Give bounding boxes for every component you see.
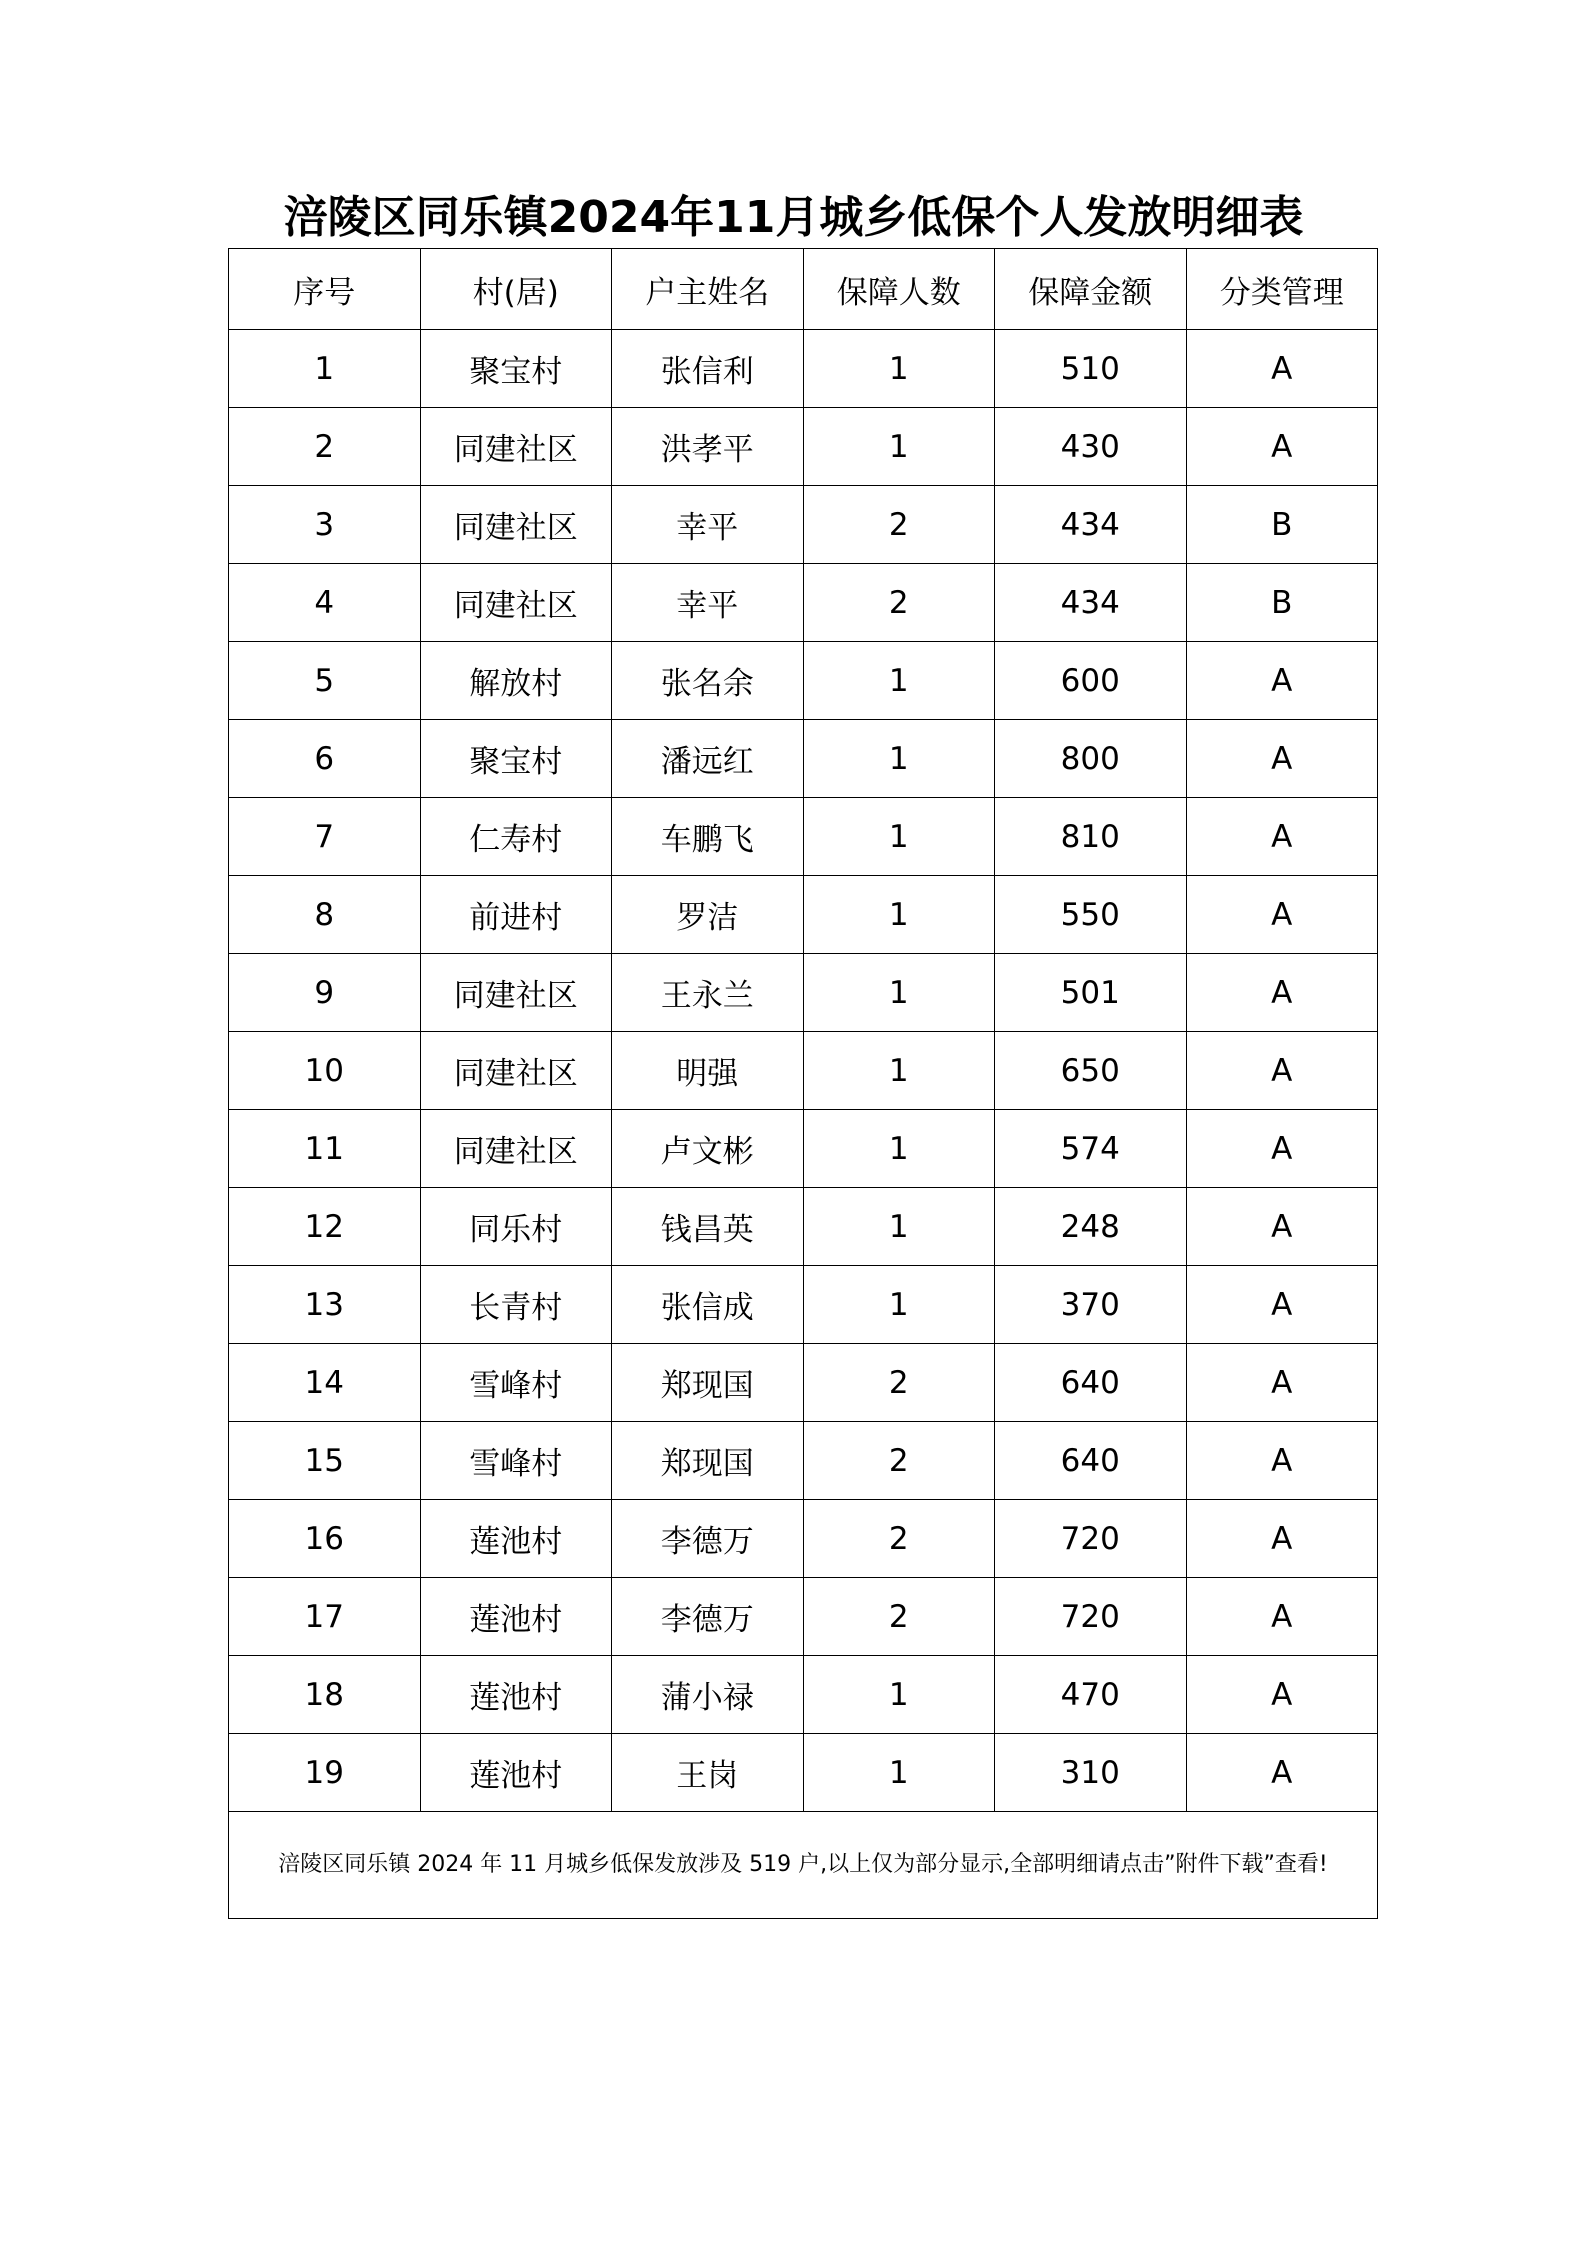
serial-number-cell: 4 [229,564,421,642]
serial-number-cell: 7 [229,798,421,876]
category-cell: A [1186,1734,1378,1812]
amount-cell: 470 [995,1656,1187,1734]
category-cell: A [1186,1110,1378,1188]
householder-name-cell: 车鹏飞 [612,798,804,876]
householder-name-cell: 王永兰 [612,954,804,1032]
serial-number-cell: 17 [229,1578,421,1656]
householder-name-cell: 罗洁 [612,876,804,954]
serial-number-cell: 9 [229,954,421,1032]
table-row [229,642,1378,720]
householder-name-cell: 张信利 [612,330,804,408]
table-row [229,1344,1378,1422]
amount-cell: 430 [995,408,1187,486]
amount-cell: 810 [995,798,1187,876]
amount-cell: 550 [995,876,1187,954]
table-row [229,1188,1378,1266]
serial-number-cell: 12 [229,1188,421,1266]
allowance-table [228,248,1378,1919]
householder-name-cell: 卢文彬 [612,1110,804,1188]
category-cell: A [1186,1344,1378,1422]
householder-name-cell: 郑现国 [612,1344,804,1422]
covered-persons-cell: 1 [803,720,995,798]
serial-number-cell: 10 [229,1032,421,1110]
village-cell: 聚宝村 [420,330,612,408]
village-cell: 同建社区 [420,1032,612,1110]
table-header-row [229,249,1378,330]
table-row [229,1266,1378,1344]
column-header: 村(居) [420,249,612,330]
householder-name-cell: 张名余 [612,642,804,720]
amount-cell: 501 [995,954,1187,1032]
amount-cell: 800 [995,720,1187,798]
covered-persons-cell: 1 [803,408,995,486]
village-cell: 莲池村 [420,1656,612,1734]
householder-name-cell: 张信成 [612,1266,804,1344]
serial-number-cell: 6 [229,720,421,798]
category-cell: B [1186,564,1378,642]
category-cell: A [1186,798,1378,876]
column-header: 户主姓名 [612,249,804,330]
table-row [229,564,1378,642]
serial-number-cell: 16 [229,1500,421,1578]
village-cell: 同建社区 [420,564,612,642]
village-cell: 同建社区 [420,954,612,1032]
village-cell: 同建社区 [420,408,612,486]
village-cell: 莲池村 [420,1578,612,1656]
category-cell: A [1186,642,1378,720]
category-cell: A [1186,330,1378,408]
village-cell: 同建社区 [420,1110,612,1188]
category-cell: A [1186,1656,1378,1734]
footnote: 涪陵区同乐镇 2024 年 11 月城乡低保发放涉及 519 户,以上仅为部分显示,全部明细请点击”附件下载”查看! [229,1812,1378,1919]
village-cell: 聚宝村 [420,720,612,798]
column-header: 序号 [229,249,421,330]
table-row [229,720,1378,798]
amount-cell: 720 [995,1500,1187,1578]
column-header: 保障金额 [995,249,1187,330]
category-cell: A [1186,954,1378,1032]
amount-cell: 720 [995,1578,1187,1656]
covered-persons-cell: 1 [803,1266,995,1344]
column-header: 分类管理 [1186,249,1378,330]
covered-persons-cell: 2 [803,1344,995,1422]
serial-number-cell: 18 [229,1656,421,1734]
serial-number-cell: 2 [229,408,421,486]
householder-name-cell: 潘远红 [612,720,804,798]
covered-persons-cell: 1 [803,1188,995,1266]
serial-number-cell: 15 [229,1422,421,1500]
householder-name-cell: 幸平 [612,486,804,564]
amount-cell: 510 [995,330,1187,408]
serial-number-cell: 14 [229,1344,421,1422]
table-row [229,1500,1378,1578]
village-cell: 莲池村 [420,1734,612,1812]
householder-name-cell: 李德万 [612,1578,804,1656]
householder-name-cell: 李德万 [612,1500,804,1578]
covered-persons-cell: 2 [803,1422,995,1500]
serial-number-cell: 19 [229,1734,421,1812]
covered-persons-cell: 2 [803,486,995,564]
table-row [229,798,1378,876]
table-row [229,1032,1378,1110]
householder-name-cell: 王岗 [612,1734,804,1812]
amount-cell: 574 [995,1110,1187,1188]
serial-number-cell: 13 [229,1266,421,1344]
village-cell: 雪峰村 [420,1344,612,1422]
covered-persons-cell: 2 [803,1500,995,1578]
householder-name-cell: 郑现国 [612,1422,804,1500]
amount-cell: 434 [995,564,1187,642]
amount-cell: 640 [995,1422,1187,1500]
category-cell: A [1186,1422,1378,1500]
covered-persons-cell: 1 [803,1110,995,1188]
householder-name-cell: 蒲小禄 [612,1656,804,1734]
category-cell: A [1186,1578,1378,1656]
category-cell: A [1186,1032,1378,1110]
table-row [229,486,1378,564]
covered-persons-cell: 1 [803,798,995,876]
covered-persons-cell: 2 [803,564,995,642]
amount-cell: 434 [995,486,1187,564]
category-cell: A [1186,1500,1378,1578]
category-cell: A [1186,876,1378,954]
category-cell: A [1186,720,1378,798]
footnote-row [229,1812,1378,1919]
covered-persons-cell: 1 [803,642,995,720]
covered-persons-cell: 1 [803,876,995,954]
covered-persons-cell: 1 [803,1656,995,1734]
village-cell: 仁寿村 [420,798,612,876]
table-row [229,1422,1378,1500]
householder-name-cell: 明强 [612,1032,804,1110]
covered-persons-cell: 1 [803,1032,995,1110]
covered-persons-cell: 1 [803,1734,995,1812]
serial-number-cell: 3 [229,486,421,564]
table-row [229,1578,1378,1656]
covered-persons-cell: 1 [803,954,995,1032]
serial-number-cell: 5 [229,642,421,720]
covered-persons-cell: 2 [803,1578,995,1656]
village-cell: 同乐村 [420,1188,612,1266]
category-cell: B [1186,486,1378,564]
householder-name-cell: 幸平 [612,564,804,642]
category-cell: A [1186,408,1378,486]
table-row [229,1734,1378,1812]
village-cell: 莲池村 [420,1500,612,1578]
column-header: 保障人数 [803,249,995,330]
amount-cell: 310 [995,1734,1187,1812]
table-body [229,330,1378,1812]
page-title: 涪陵区同乐镇2024年11月城乡低保个人发放明细表 [283,192,1304,243]
amount-cell: 600 [995,642,1187,720]
householder-name-cell: 钱昌英 [612,1188,804,1266]
table-row [229,330,1378,408]
table-row [229,408,1378,486]
amount-cell: 650 [995,1032,1187,1110]
table-row [229,876,1378,954]
table-row [229,954,1378,1032]
category-cell: A [1186,1266,1378,1344]
village-cell: 同建社区 [420,486,612,564]
village-cell: 长青村 [420,1266,612,1344]
table-row [229,1110,1378,1188]
village-cell: 前进村 [420,876,612,954]
category-cell: A [1186,1188,1378,1266]
village-cell: 解放村 [420,642,612,720]
householder-name-cell: 洪孝平 [612,408,804,486]
amount-cell: 248 [995,1188,1187,1266]
amount-cell: 370 [995,1266,1187,1344]
table-row [229,1656,1378,1734]
serial-number-cell: 11 [229,1110,421,1188]
covered-persons-cell: 1 [803,330,995,408]
serial-number-cell: 8 [229,876,421,954]
village-cell: 雪峰村 [420,1422,612,1500]
amount-cell: 640 [995,1344,1187,1422]
serial-number-cell: 1 [229,330,421,408]
